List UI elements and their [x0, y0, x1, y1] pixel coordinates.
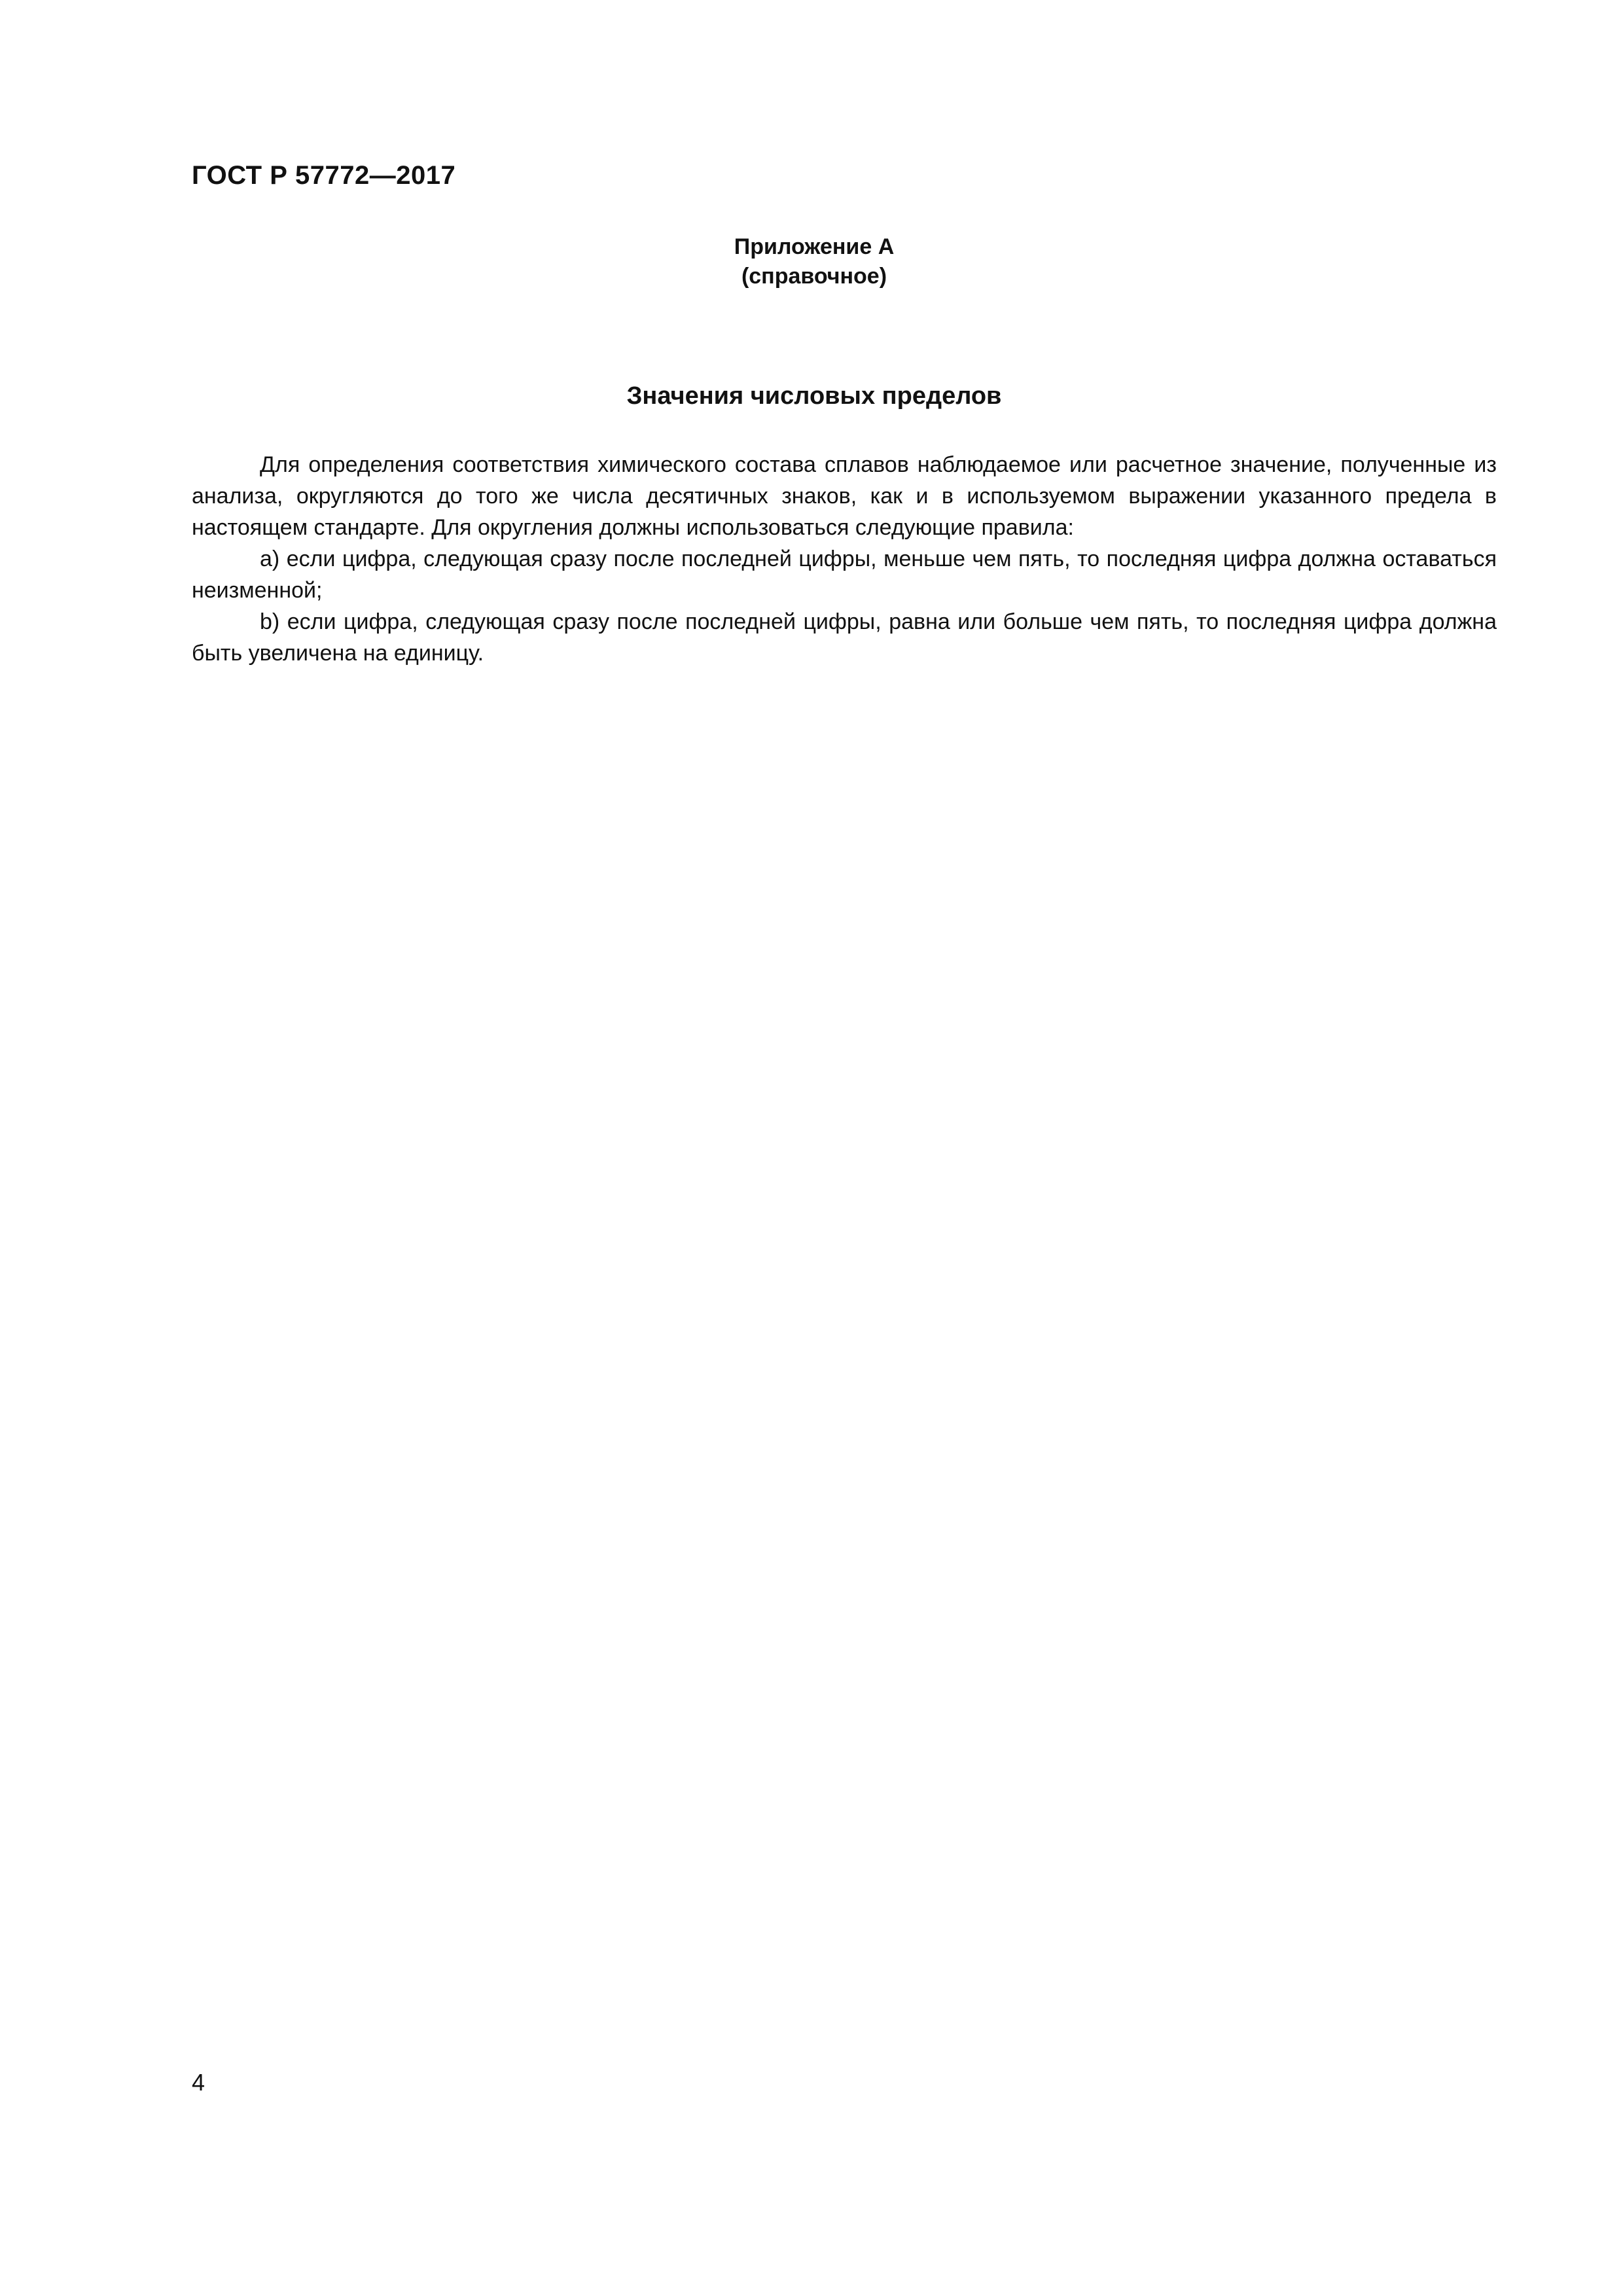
paragraph-rule-b: b) если цифра, следующая сразу после последней цифры, равна или больше чем пять, то последняя цифра должна быть увеличена на единицу. [192, 609, 1497, 666]
appendix-title: Приложение А [734, 234, 895, 259]
body-text [192, 449, 1497, 669]
section-title: Значения числовых пределов [626, 382, 1002, 410]
paragraph-rule-a: а) если цифра, следующая сразу после последней цифры, меньше чем пять, то последняя цифра должна оставаться неизменной; [192, 547, 1497, 603]
page-number: 4 [192, 2069, 205, 2096]
document-standard-id: ГОСТ Р 57772—2017 [192, 161, 456, 190]
paragraph-intro: Для определения соответствия химического состава сплавов наблюдаемое или расчетное значение, полученные из анализа, округляются до того же числа десятичных знаков, как и в используемом выражении указанного предела в настоящем стандарте. Для округления должны использоваться следующие правила: [192, 452, 1497, 540]
appendix-type: (справочное) [741, 264, 887, 289]
appendix-heading [192, 232, 1431, 291]
